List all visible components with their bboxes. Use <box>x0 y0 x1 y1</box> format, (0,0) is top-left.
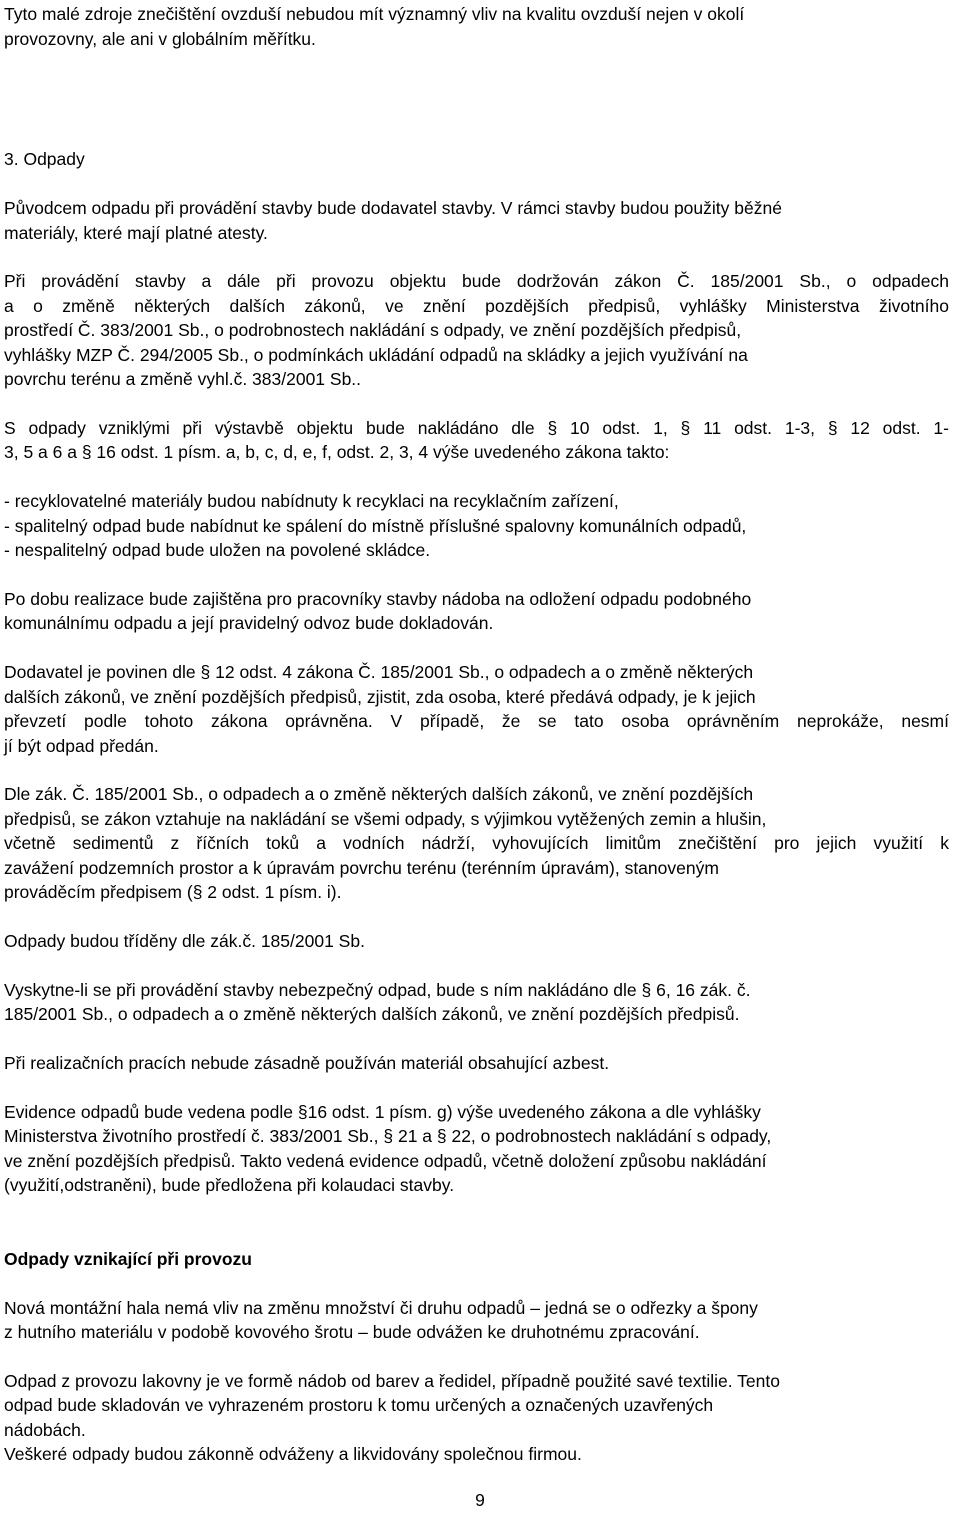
text-line: Dle zák. Č. 185/2001 Sb., o odpadech a o změně některých dalších zákonů, ve znění pozdějších <box>4 784 754 804</box>
text-line: z hutního materiálu v podobě kovového šrotu – bude odvážen ke druhotnému zpracování. <box>4 1322 700 1342</box>
text-line: a o změně některých dalších zákonů, ve znění pozdějších předpisů, vyhlášky Ministerstva životního <box>4 296 949 316</box>
text-line: povrchu terénu a změně vyhl.č. 383/2001 Sb.. <box>4 369 362 389</box>
text-line: Při realizačních pracích nebude zásadně používán materiál obsahující azbest. <box>4 1053 610 1073</box>
text-line: Ministerstva životního prostředí č. 383/2001 Sb., § 21 a § 22, o podrobnostech nakládání s odpady, <box>4 1126 772 1146</box>
document-page <box>4 0 949 1520</box>
text-line: odpad bude skladován ve vyhrazeném prostoru k tomu určených a označených uzavřených <box>4 1395 714 1415</box>
text-line: ve znění pozdějších předpisů. Takto vedená evidence odpadů, včetně doložení způsobu nakládání <box>4 1151 767 1171</box>
text-line: Tyto malé zdroje znečištění ovzduší nebudou mít významný vliv na kvalitu ovzduší nejen v okolí <box>4 4 745 24</box>
text-line: Veškeré odpady budou zákonně odváženy a likvidovány společnou firmou. <box>4 1444 582 1464</box>
page-number: 9 <box>475 1490 485 1510</box>
list-item: - recyklovatelné materiály budou nabídnuty k recyklaci na recyklačním zařízení, <box>4 491 619 511</box>
text-line: zavážení podzemních prostor a k úpravám povrchu terénu (terénním úpravám), stanoveným <box>4 858 719 878</box>
text-line: převzetí podle tohoto zákona oprávněna. V případě, že se tato osoba oprávněním neprokáže, nesmí <box>4 711 949 731</box>
text-line: Dodavatel je povinen dle § 12 odst. 4 zákona Č. 185/2001 Sb., o odpadech a o změně některých <box>4 662 754 682</box>
subsection-heading: Odpady vznikající při provozu <box>4 1249 252 1269</box>
text-line: Původcem odpadu při provádění stavby bude dodavatel stavby. V rámci stavby budou použity běžné <box>4 198 782 218</box>
text-line: předpisů, se zákon vztahuje na nakládání se všemi odpady, s výjimkou vytěžených zemin a hlušin, <box>4 809 767 829</box>
text-line: provozovny, ale ani v globálním měřítku. <box>4 29 316 49</box>
text-line: S odpady vzniklými při výstavbě objektu bude nakládáno dle § 10 odst. 1, § 11 odst. 1-3, § 12 odst. 1- <box>4 418 949 438</box>
text-line: komunálnímu odpadu a její pravidelný odvoz bude dokladován. <box>4 613 494 633</box>
text-line: (využití,odstraněni), bude předložena při kolaudaci stavby. <box>4 1175 455 1195</box>
list-item: - nespalitelný odpad bude uložen na povolené skládce. <box>4 540 431 560</box>
text-line: Nová montážní hala nemá vliv na změnu množství či druhu odpadů – jedná se o odřezky a špony <box>4 1298 758 1318</box>
text-line: vyhlášky MZP Č. 294/2005 Sb., o podmínkách ukládání odpadů na skládky a jejich využívání na <box>4 345 748 365</box>
text-line: Po dobu realizace bude zajištěna pro pracovníky stavby nádoba na odložení odpadu podobného <box>4 589 752 609</box>
text-line: 3, 5 a 6 a § 16 odst. 1 písm. a, b, c, d, e, f, odst. 2, 3, 4 výše uvedeného zákona takto: <box>4 442 670 462</box>
text-line: Odpad z provozu lakovny je ve formě nádob od barev a ředidel, případně použité savé textilie. Tento <box>4 1371 780 1391</box>
text-line: dalších zákonů, ve znění pozdějších předpisů, zjistit, zda osoba, které předává odpady, je k jejich <box>4 687 756 707</box>
section-heading: 3. Odpady <box>4 149 85 169</box>
text-line: včetně sedimentů z říčních toků a vodních nádrží, vyhovujících limitům znečištění pro jejich využití k <box>4 833 949 853</box>
text-line: Při provádění stavby a dále při provozu objektu bude dodržován zákon Č. 185/2001 Sb., o odpadech <box>4 271 949 291</box>
text-line: jí být odpad předán. <box>4 736 159 756</box>
text-line: prováděcím předpisem (§ 2 odst. 1 písm. i). <box>4 882 342 902</box>
text-line: nádobách. <box>4 1420 86 1440</box>
text-line: Odpady budou tříděny dle zák.č. 185/2001 Sb. <box>4 931 365 951</box>
text-line: Evidence odpadů bude vedena podle §16 odst. 1 písm. g) výše uvedeného zákona a dle vyhlášky <box>4 1102 761 1122</box>
text-line: Vyskytne-li se při provádění stavby nebezpečný odpad, bude s ním nakládáno dle § 6, 16 zák. č. <box>4 980 751 1000</box>
text-line: 185/2001 Sb., o odpadech a o změně některých dalších zákonů, ve znění pozdějších předpisů. <box>4 1004 740 1024</box>
text-line: materiály, které mají platné atesty. <box>4 223 268 243</box>
text-line: prostředí Č. 383/2001 Sb., o podrobnostech nakládání s odpady, ve znění pozdějších předpisů, <box>4 320 742 340</box>
list-item: - spalitelný odpad bude nabídnut ke spálení do místně příslušné spalovny komunálních odpadů, <box>4 516 747 536</box>
